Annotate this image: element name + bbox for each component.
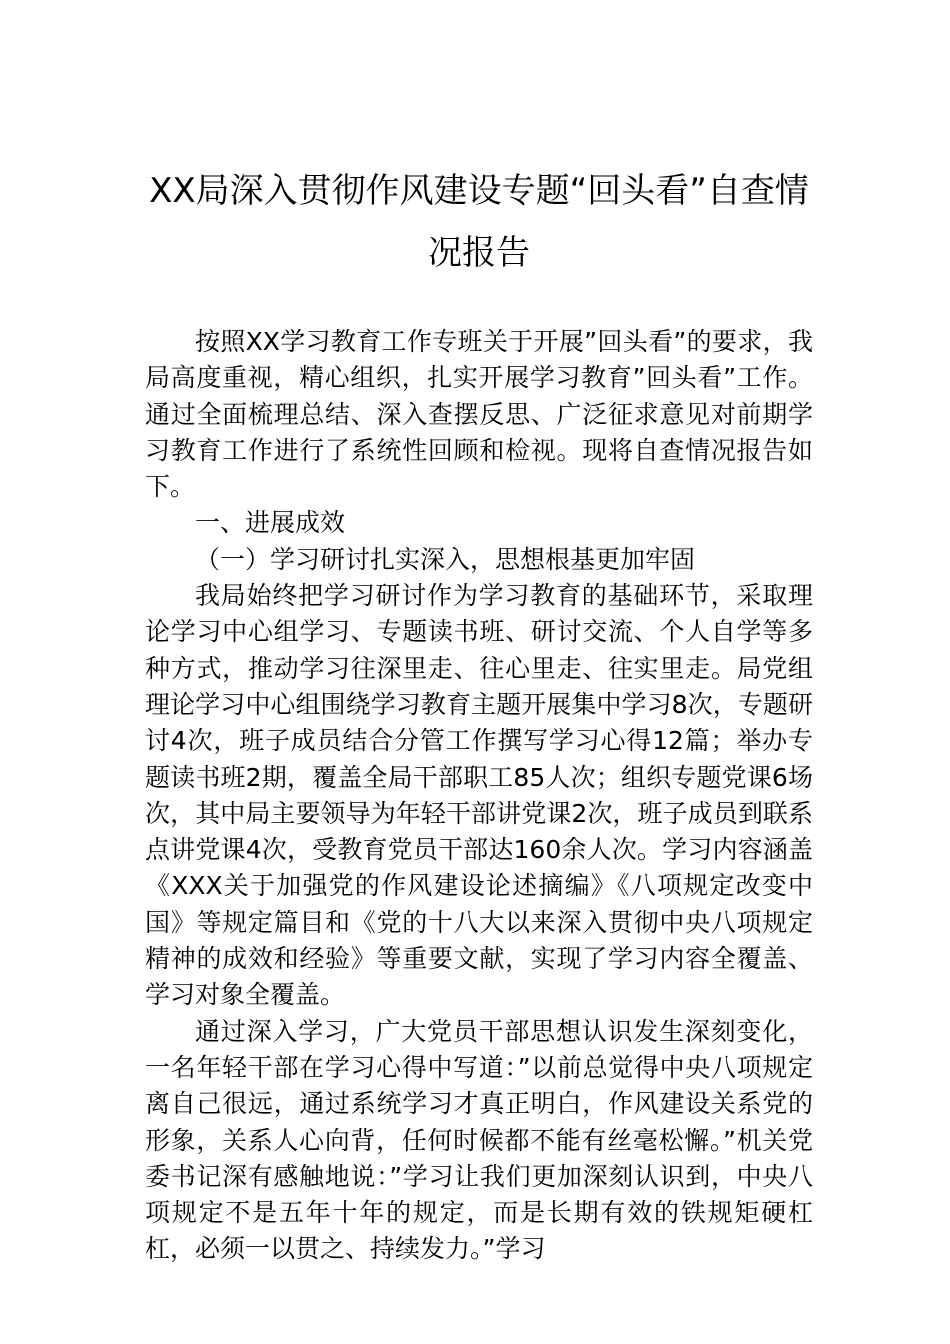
section-heading: 一、进展成效 [195, 508, 346, 538]
paragraph-reflection: 通过深入学习，广大党员干部思想认识发生深刻变化，一名年轻干部在学习心得中写道：”以前总觉得中央八项规定离自己很远，通过系统学习才真正明白，作风建设关系党的形象，关系人心向背，任何时候都不能有丝毫松懈。”机关党委书记深有感触地说：”学习让我们更加深刻认识到，中央八项规定不是五年十年的规定，而是长期有效的铁规矩硬杠杠，必须一以贯之、持续发力。”学习 [145, 1016, 813, 1264]
document-body [145, 324, 813, 1268]
document-title: XX局深入贯彻作风建设专题“回头看”自查情况报告 [149, 171, 809, 273]
paragraph-study: 我局始终把学习研讨作为学习教育的基础环节，采取理论学习中心组学习、专题读书班、研讨交流、个人自学等多种方式，推动学习往深里走、往心里走、往实里走。局党组理论学习中心组围绕学习教育主题开展集中学习8次，专题研讨4次，班子成员结合分管工作撰写学习心得12篇；举办专题读书班2期，覆盖全局干部职工85人次；组织专题党课6场次，其中局主要领导为年轻干部讲党课2次，班子成员到联系点讲党课4次，受教育党员干部达160余人次。学习内容涵盖《XXX关于加强党的作风建设论述摘编》《八项规定改变中国》等规定篇目和《党的十八大以来深入贯彻中央八项规定精神的成效和经验》等重要文献，实现了学习内容全覆盖、学习对象全覆盖。 [145, 581, 813, 1010]
paragraph-intro: 按照XX学习教育工作专班关于开展”回头看”的要求，我局高度重视，精心组织，扎实开展学习教育”回头看”工作。通过全面梳理总结、深入查摆反思、广泛征求意见对前期学习教育工作进行了系统性回顾和检视。现将自查情况报告如下。 [145, 327, 813, 502]
subsection-heading: （一）学习研讨扎实深入，思想根基更加牢固 [195, 544, 696, 574]
